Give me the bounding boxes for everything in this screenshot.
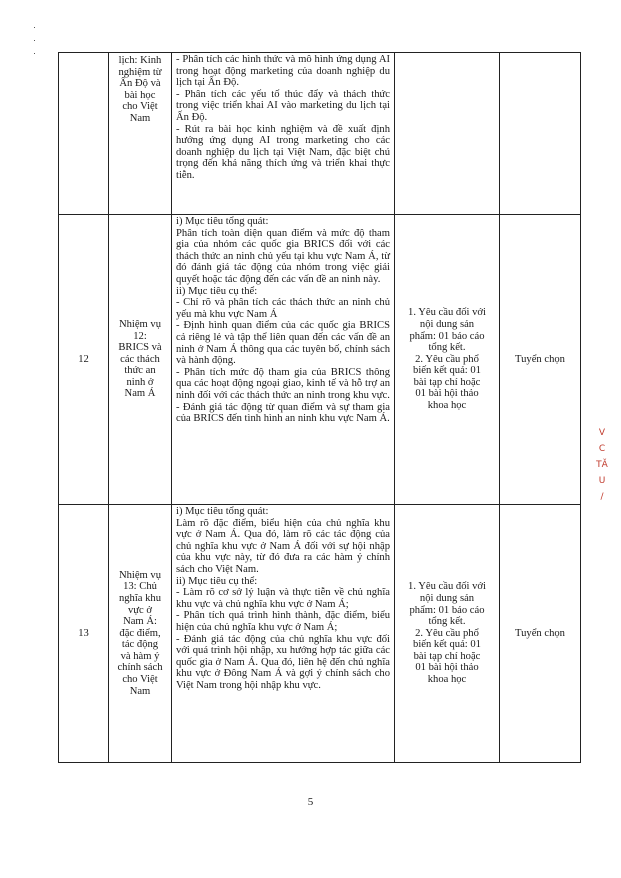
requirement-line: 1. Yêu cầu đối với [408,307,486,319]
task-name-line: thức an [124,365,156,377]
requirement-line: 1. Yêu cầu đối với [408,581,486,593]
requirement-line: 2. Yêu cầu phổ [415,627,479,639]
stamp-glyph: U [598,476,606,486]
requirement-line: khoa học [427,674,467,686]
objective-paragraph: - Đánh giá tác động từ quan điểm và sự tham gia của BRICS đến tình hình an ninh khu vực Nam Á. [176,401,390,425]
product-requirements [395,215,500,505]
task-objectives [172,215,395,505]
objective-paragraph: - Đánh giá tác động của chủ nghĩa khu vực đối với quá trình hội nhập, xu hướng hợp tác giữa các quốc gia ở Nam Á. Qua đó, liên hệ đến chủ nghĩa khu vực ở Đông Nam Á và gợi ý chính sách cho Việt Nam trong hội nhập khu vực. [176,633,390,691]
objective-paragraph: - Chỉ rõ và phân tích các thách thức an ninh chủ yếu mà khu vực Nam Á [176,297,390,320]
requirement-line: bài tạp chí hoặc [413,650,481,662]
table-row [59,215,581,505]
requirement-line: biến kết quả: 01 [413,639,481,651]
stamp-glyph: C [598,444,606,454]
objective-paragraph: ii) Mục tiêu cụ thể: [176,575,258,587]
task-objectives [172,505,395,763]
objective-paragraph: Phân tích toàn diện quan điểm và mức độ tham gia của nhóm các quốc gia BRICS đối với các thách thức an ninh chủ yếu tại khu vực Nam Á, từ đó đánh giá tác động của nhóm trong việc giải quyết hoặc tác động đến các vấn đề an ninh này. [176,227,390,285]
requirement-line: tổng kết. [428,342,466,354]
row-number: 12 [59,215,109,505]
tasks-table [58,52,581,763]
page-number: 5 [307,796,314,808]
stamp-glyph: TĂ [596,460,608,470]
objective-paragraph: - Rút ra bài học kinh nghiệm và đề xuất định hướng ứng dụng AI trong marketing cho các doanh nghiệp du lịch tại Việt Nam, đặc biệt chú trọng đến khả năng thích ứng và triển khai thực tiễn. [176,123,390,181]
task-name-line: BRICS và [118,342,162,354]
row-number: 13 [59,505,109,763]
task-name-line: nghĩa khu [118,592,162,604]
task-name-line: chính sách [117,662,163,674]
requirement-line: nội dung sản [419,592,475,604]
selection-method: Tuyển chọn [500,505,581,763]
requirement-line: phẩm: 01 báo cáo [409,330,485,342]
task-name-line: tác động [121,639,159,651]
task-name-line: bài học [124,89,156,101]
objective-paragraph: - Định hình quan điểm của các quốc gia BRICS cả riêng lẻ và tập thể liên quan đến các vấn đề an ninh ở Nam Á thông qua các tuyên bố, chính sách và hành động. [176,320,390,367]
objective-paragraph: ii) Mục tiêu cụ thể: [176,285,258,297]
requirement-line: nội dung sản [419,318,475,330]
requirement-line: khoa học [427,400,467,412]
task-name-line: Nam [129,685,151,697]
task-name-line: cho Việt [122,101,158,113]
task-name-line: 13: Chủ [123,581,157,593]
requirement-line: biến kết quả: 01 [413,365,481,377]
task-name-line: Ấn Độ và [119,78,161,90]
red-stamp-fragment [590,425,614,555]
task-name-line: Nhiệm vụ [118,318,162,330]
objective-paragraph: - Phân tích mức độ tham gia của BRICS thông qua các hoạt động ngoại giao, kinh tế và hỗ trợ an ninh đối với các thách thức an ninh trong khu vực. [176,366,390,401]
requirement-line: phẩm: 01 báo cáo [409,604,485,616]
objective-paragraph: - Phân tích các yếu tố thúc đẩy và thách thức trong việc triển khai AI vào marketing du lịch tại Ấn Độ. [176,88,390,123]
objective-paragraph: Làm rõ đặc điểm, biểu hiện của chủ nghĩa khu vực ở Nam Á. Qua đó, làm rõ các tác động của chủ nghĩa khu vực ở Nam Á đối với sự hội nhập của khu vực này, từ đó đưa ra các hàm ý chính sách cho Việt Nam. [176,517,390,575]
task-name-line: 12: [133,330,147,342]
task-name [109,53,172,215]
task-name [109,215,172,505]
product-requirements [395,53,500,215]
task-name-line: Nam [129,112,151,124]
task-name-line: Nam Á: [123,616,157,628]
objective-paragraph: - Phân tích quá trình hình thành, đặc điểm, biểu hiện của chủ nghĩa khu vực ở Nam Á; [176,610,390,633]
task-name-line: Nhiệm vụ [118,569,162,581]
objective-paragraph: i) Mục tiêu tổng quát: [176,506,269,517]
stamp-glyph: V [598,428,606,438]
task-objectives [172,53,395,215]
task-name-line: cho Việt [122,674,158,686]
task-name-line: các thách [120,353,160,365]
row-number [59,53,109,215]
requirement-line: bài tạp chí hoặc [413,376,481,388]
task-name-line: vực ở [128,604,152,616]
task-name-line: lịch: Kinh [118,55,162,66]
objective-paragraph: - Phân tích các hình thức và mô hình ứng dụng AI trong hoạt động marketing của doanh nghiệp du lịch tại Ấn Độ. [176,54,390,89]
selection-method: Tuyển chọn [500,215,581,505]
task-name-line: ninh ở [126,376,154,388]
requirement-line: 01 bài hội thảo [415,662,479,674]
requirement-line: tổng kết. [428,616,466,628]
requirement-line: 2. Yêu cầu phổ [415,353,479,365]
task-name-line: và hàm ý [120,650,160,662]
task-name-line: đặc điểm, [119,627,161,639]
selection-method [500,53,581,215]
task-name [109,505,172,763]
table-row [59,53,581,215]
task-name-line: nghiệm từ [118,66,162,78]
objective-paragraph: i) Mục tiêu tổng quát: [176,216,269,227]
task-name-line: Nam Á [124,388,156,400]
table-row [59,505,581,763]
requirement-line: 01 bài hội thảo [415,388,479,400]
product-requirements [395,505,500,763]
objective-paragraph: - Làm rõ cơ sở lý luận và thực tiễn về chủ nghĩa khu vực và chủ nghĩa khu vực ở Nam Á; [176,587,390,610]
stamp-glyph: / [600,492,604,502]
scan-specks [34,27,36,57]
